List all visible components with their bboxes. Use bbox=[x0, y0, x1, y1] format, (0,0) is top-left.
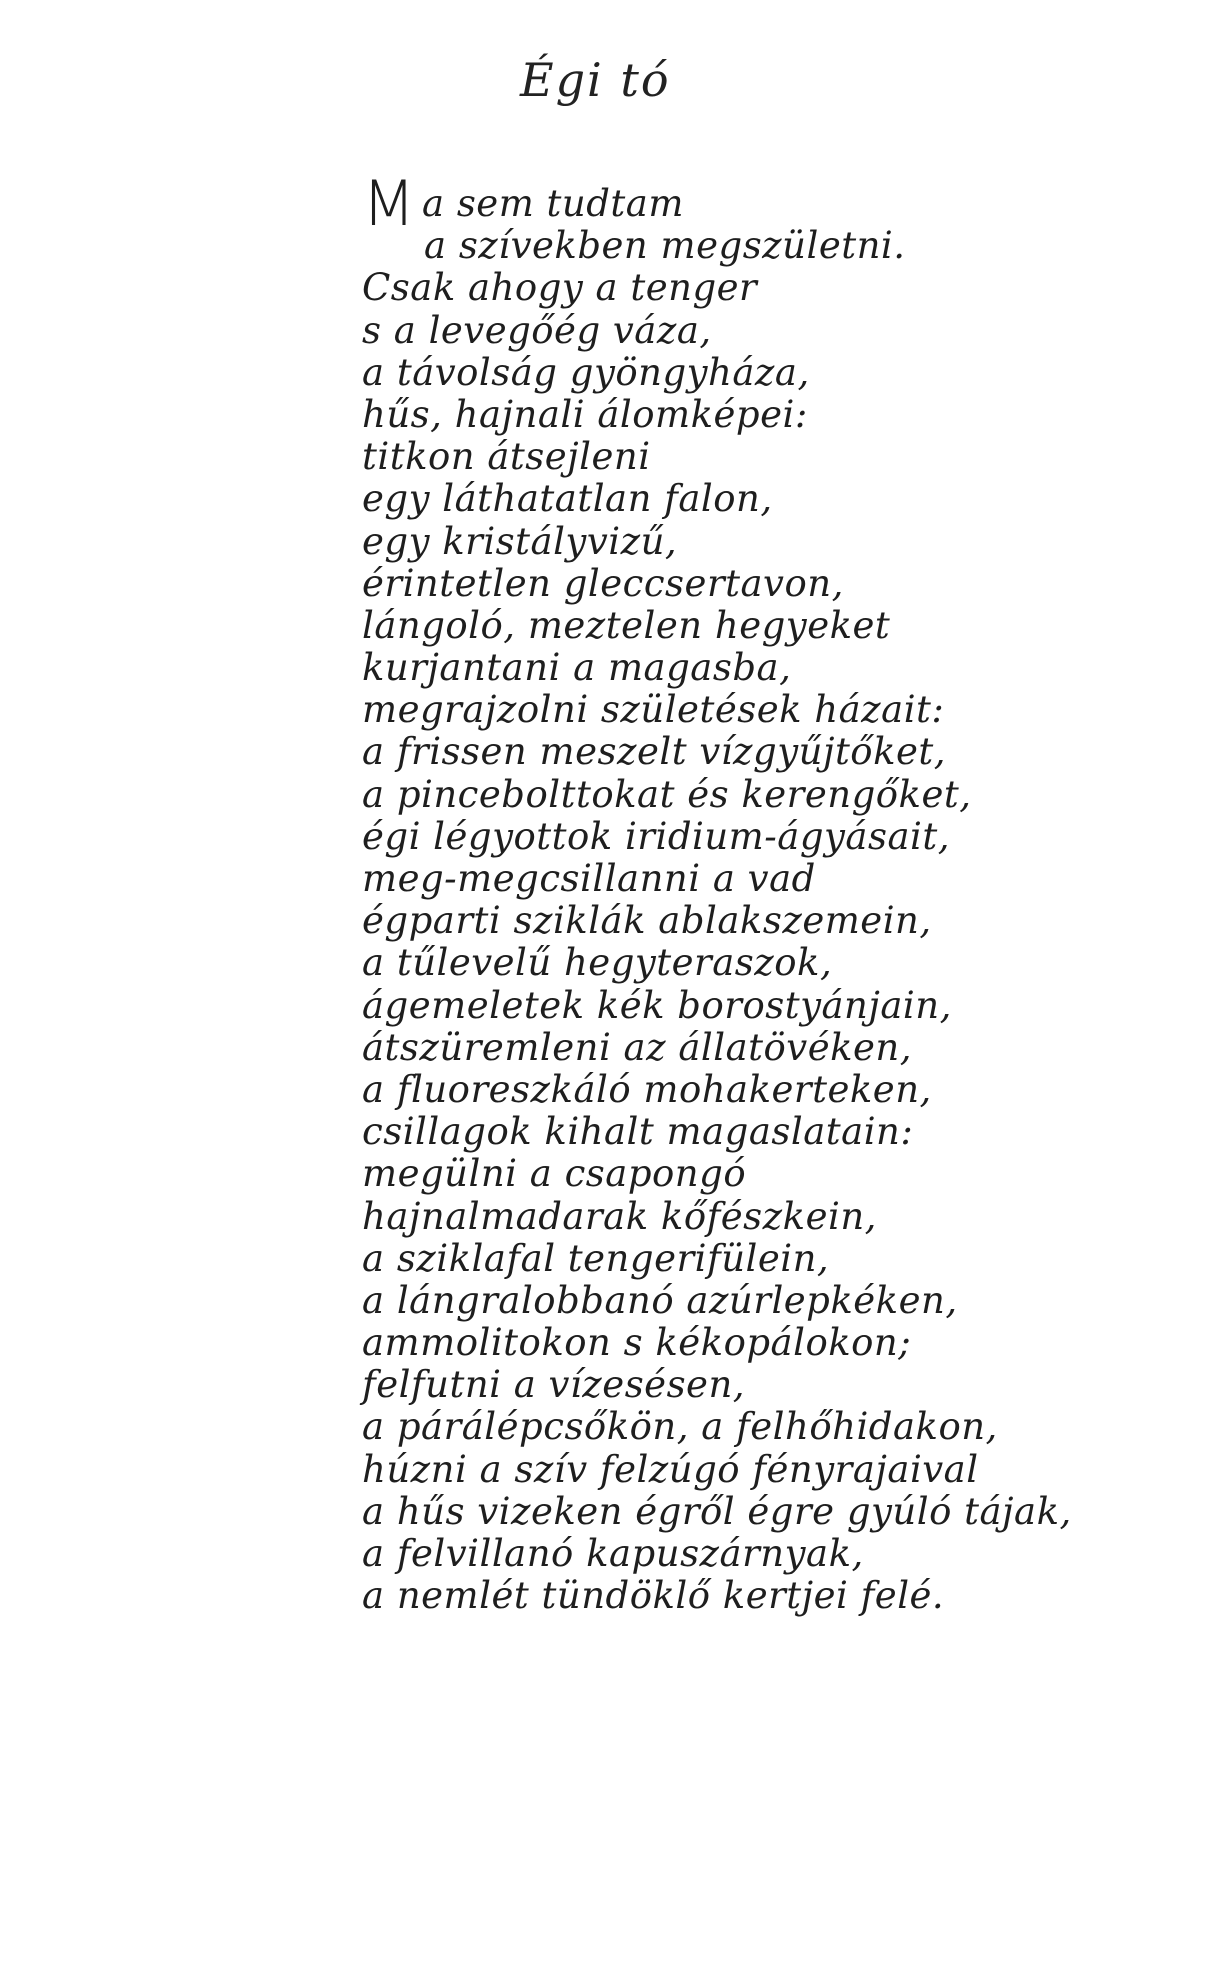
poem-line: a sziklafal tengerifülein, bbox=[362, 1236, 830, 1280]
poem-line-first bbox=[362, 167, 1182, 240]
poem-line: a fluoreszkáló mohakerteken, bbox=[362, 1067, 932, 1111]
poem-line: felfutni a vízesésen, bbox=[362, 1363, 746, 1407]
poem-title: Égi tó bbox=[520, 53, 671, 107]
poem-line: kurjantani a magasba, bbox=[362, 646, 792, 690]
poem-line: húzni a szív felzúgó fényrajaival bbox=[362, 1447, 979, 1491]
poem-line: csillagok kihalt magaslatain: bbox=[362, 1110, 914, 1154]
poem-line: ammolitokon s kékopálokon; bbox=[362, 1321, 912, 1365]
poem-line: átszüremleni az állatövéken, bbox=[362, 1025, 913, 1069]
poem-line: a párálépcsőkön, a felhőhidakon, bbox=[362, 1405, 998, 1449]
poem-line: titkon átsejleni bbox=[362, 435, 651, 479]
poem-line: érintetlen gleccsertavon, bbox=[362, 561, 844, 605]
poem-line: a nemlét tündöklő kertjei felé. bbox=[362, 1574, 945, 1618]
poem-body bbox=[362, 167, 1182, 1618]
poem-line: hűs, hajnali álomképei: bbox=[362, 392, 808, 436]
poem-line: a hűs vizeken égről égre gyúló tájak, bbox=[362, 1489, 1072, 1533]
poem-line: Csak ahogy a tenger bbox=[362, 266, 758, 310]
poem-line: a felvillanó kapuszárnyak, bbox=[362, 1532, 864, 1575]
poem-line: lángoló, meztelen hegyeket bbox=[362, 603, 891, 647]
poem-line: a frissen meszelt vízgyűjtőket, bbox=[362, 730, 947, 774]
poem-line: égi légyottok iridium-ágyásait, bbox=[362, 814, 950, 858]
poem-line: hajnalmadarak kőfészkein, bbox=[362, 1194, 877, 1238]
poem-line: a pincebolttokat és kerengőket, bbox=[362, 772, 972, 816]
poem-line: megülni a csapongó bbox=[362, 1152, 747, 1196]
poem-line: a tűlevelű hegyteraszok, bbox=[362, 941, 833, 985]
poem-lines bbox=[362, 225, 1182, 1617]
poem-line: a szívekben megszületni. bbox=[424, 224, 906, 268]
poem-line: megrajzolni születések házait: bbox=[362, 688, 945, 732]
poem-line: s a levegőég váza, bbox=[362, 308, 712, 352]
poem-line: a távolság gyöngyháza, bbox=[362, 350, 810, 394]
poem-line: egy kristályvizű, bbox=[362, 519, 678, 563]
poem-line: a lángralobbanó azúrlepkéken, bbox=[362, 1278, 958, 1322]
poem-line: egy láthatatlan falon, bbox=[362, 477, 773, 521]
poem-line: égparti sziklák ablakszemein, bbox=[362, 899, 932, 943]
poem-line: ágemeletek kék borostyánjain, bbox=[362, 983, 952, 1027]
drop-cap: M bbox=[362, 167, 416, 240]
poem-line-text: a sem tudtam bbox=[422, 182, 684, 225]
poem-line: meg-megcsillanni a vad bbox=[362, 857, 816, 900]
